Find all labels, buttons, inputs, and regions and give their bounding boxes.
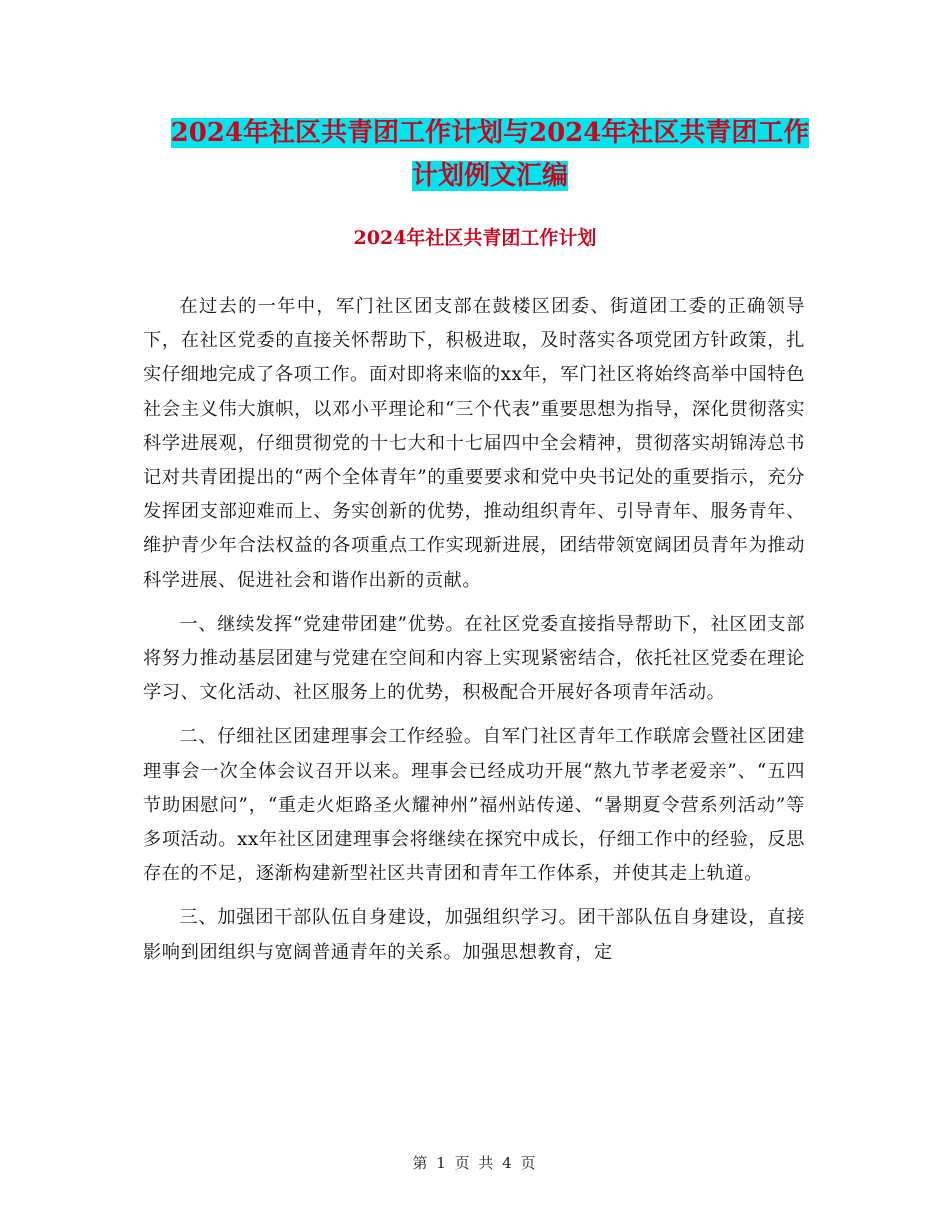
document-title — [150, 112, 830, 198]
page-footer: 第 1 页 共 4 页 — [412, 1154, 538, 1172]
paragraph-item-3: 三、加强团干部队伍自身建设，加强组织学习。团干部队伍自身建设，直接影响到团组织与宽阔普通青年的关系。加强思想教育，定 — [143, 907, 805, 963]
section-title: 2024年社区共青团工作计划 — [353, 227, 597, 249]
document-body — [143, 290, 805, 980]
paragraph-item-1: 一、继续发挥“党建带团建”优势。在社区党委直接指导帮助下，社区团支部将努力推动基层团建与党建在空间和内容上实现紧密结合，依托社区党委在理论学习、文化活动、社区服务上的优势，积极配合开展好各项青年活动。 — [143, 613, 805, 704]
title-line-2: 计划例文汇编 — [411, 161, 568, 191]
title-line-1: 2024年社区共青团工作计划与2024年社区共青团工作 — [170, 118, 810, 148]
paragraph-item-2: 二、仔细社区团建理事会工作经验。自军门社区青年工作联席会暨社区团建理事会一次全体会议召开以来。理事会已经成功开展“熬九节孝老爱亲”、“五四节助困慰问”，“重走火炬路圣火耀神州”福州站传递、“暑期夏令营系列活动”等多项活动。xx年社区团建理事会将继续在探究中成长，仔细工作中的经验，反思存在的不足，逐渐构建新型社区共青团和青年工作体系，并使其走上轨道。 — [143, 726, 805, 885]
paragraph-intro: 在过去的一年中，军门社区团支部在鼓楼区团委、街道团工委的正确领导下，在社区党委的直接关怀帮助下，积极进取，及时落实各项党团方针政策，扎实仔细地完成了各项工作。面对即将来临的xx年，军门社区将始终高举中国特色社会主义伟大旗帜，以邓小平理论和“三个代表”重要思想为指导，深化贯彻落实科学进展观，仔细贯彻党的十七大和十七届四中全会精神，贯彻落实胡锦涛总书记对共青团提出的“两个全体青年”的重要要求和党中央书记处的重要指示，充分发挥团支部迎难而上、务实创新的优势，推动组织青年、引导青年、服务青年、维护青少年合法权益的各项重点工作实现新进展，团结带领宽阔团员青年为推动科学进展、促进社会和谐作出新的贡献。 — [143, 296, 805, 591]
